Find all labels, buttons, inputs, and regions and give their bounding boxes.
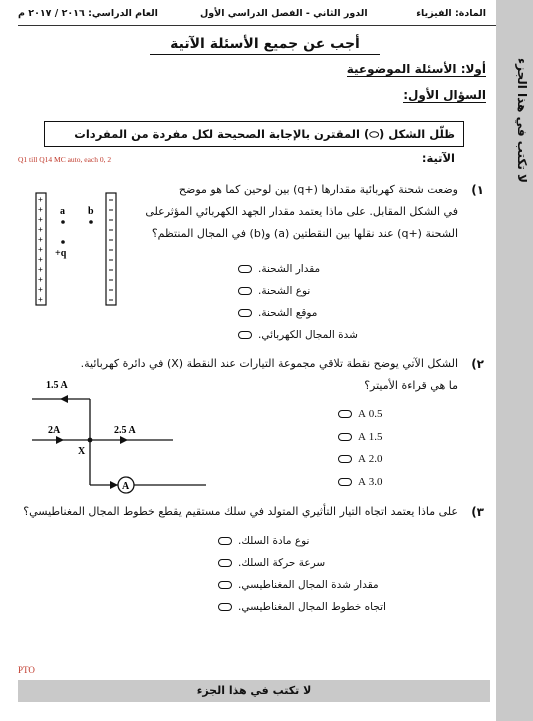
ammeter-label: A: [122, 481, 130, 492]
svg-text:+: +: [38, 235, 43, 244]
arrow-top: [60, 395, 68, 403]
svg-text:+: +: [38, 285, 43, 294]
answer-oval[interactable]: [338, 433, 352, 441]
answer-oval[interactable]: [218, 603, 232, 611]
current-right-label: 2.5 A: [114, 425, 136, 436]
option-text: سرعة حركة السلك.: [238, 557, 326, 569]
q1-line2: في الشكل المقابل. على ماذا يعتمد مقدار الجهد الكهربائي المؤثرعلى: [145, 205, 458, 218]
q2-option-4[interactable]: [338, 471, 458, 494]
point-a-dot: [61, 220, 65, 224]
year-label: العام الدراسي: ٢٠١٦ / ٢٠١٧ م: [18, 8, 158, 19]
q1-text: [138, 179, 458, 245]
answer-oval[interactable]: [238, 309, 252, 317]
q2-number: ٢): [471, 357, 484, 371]
q1-option-4[interactable]: [238, 324, 458, 346]
q3-options: [218, 530, 458, 618]
svg-text:+: +: [38, 295, 43, 304]
point-b-dot: [89, 220, 93, 224]
answer-oval[interactable]: [218, 559, 232, 567]
svg-text:+: +: [38, 215, 43, 224]
subject-label: المادة: الفيزياء: [416, 8, 486, 19]
answer-oval[interactable]: [218, 537, 232, 545]
grader-note: Q1 till Q14 MC auto, each 0, 2: [18, 155, 112, 164]
q2-options: [338, 403, 458, 493]
q1-option-1[interactable]: [238, 258, 458, 280]
q1-number: ١): [471, 183, 484, 197]
q2-line1: الشكل الآتي يوضح نقطة تلاقي مجموعة التيارات عند النقطة (X) في دائرة كهربائية.: [80, 357, 458, 370]
option-text: موقع الشحنة.: [258, 307, 318, 319]
answer-oval[interactable]: [338, 410, 352, 418]
charge-label: +q: [55, 248, 67, 259]
q2-option-1[interactable]: [338, 403, 458, 426]
option-text: 1.5 A: [358, 430, 383, 443]
plus-signs: [38, 195, 43, 304]
option-text: نوع الشحنة.: [258, 285, 311, 297]
q2-circuit-figure: [28, 375, 208, 497]
footer-bar: لا تكتب في هذا الجزء: [18, 680, 490, 702]
session-label: الدور الثاني - الفصل الدراسي الأول: [200, 8, 368, 19]
side-note: لا تكتب في هذا الجزء: [515, 57, 529, 183]
q3-option-2[interactable]: [218, 552, 458, 574]
option-text: 2.0 A: [358, 453, 383, 466]
svg-text:+: +: [38, 195, 43, 204]
option-text: نوع مادة السلك.: [238, 535, 310, 547]
q1-plates-figure: [30, 190, 130, 308]
q3-option-3[interactable]: [218, 574, 458, 596]
q1-option-2[interactable]: [238, 280, 458, 302]
arrow-left: [56, 436, 64, 444]
point-a-label: a: [60, 206, 65, 217]
svg-text:+: +: [38, 245, 43, 254]
current-top-label: 1.5 A: [46, 380, 68, 391]
option-text: شدة المجال الكهربائي.: [258, 329, 358, 341]
q1-line3: الشحنة (+q) عند نقلها بين النقطتين (a) و(b) في المجال المنتظم؟: [151, 227, 458, 240]
q3-text: [18, 501, 458, 523]
q1-line1: وضعت شحنة كهربائية مقدارها (+q) بين لوحين كما هو موضح: [178, 183, 458, 196]
q1-options: [238, 258, 458, 346]
junction-label: X: [78, 446, 86, 457]
q2-option-2[interactable]: [338, 426, 458, 449]
arrow-bottom: [110, 481, 118, 489]
charge-dot: [61, 240, 65, 244]
option-text: 0.5 A: [358, 408, 383, 421]
q2-line2: ما هي قراءة الأميتر؟: [364, 379, 458, 392]
question-heading: السؤال الأول:: [403, 88, 486, 102]
point-b-label: b: [88, 206, 94, 217]
q3-line1: على ماذا يعتمد اتجاه التيار التأثيري المتولد في سلك مستقيم يقطع خطوط المجال المغناطيسي؟: [23, 505, 458, 518]
svg-text:+: +: [38, 205, 43, 214]
option-text: مقدار شدة المجال المغناطيسي.: [238, 579, 379, 591]
page-title: أجب عن جميع الأسئلة الآتية: [150, 36, 380, 55]
q2-option-3[interactable]: [338, 448, 458, 471]
minus-signs: [109, 200, 113, 300]
section-heading: أولا: الأسئلة الموضوعية: [346, 62, 486, 76]
pto-label: PTO: [18, 665, 35, 675]
instruction-box: ظلّل الشكل (⬭) المقترن بالإجابة الصحيحة لكل مفردة من المفردات الآتية:: [44, 121, 464, 147]
answer-oval[interactable]: [338, 478, 352, 486]
option-text: مقدار الشحنة.: [258, 263, 321, 275]
header-divider: [18, 25, 496, 26]
svg-text:+: +: [38, 225, 43, 234]
q3-option-4[interactable]: [218, 596, 458, 618]
svg-text:+: +: [38, 275, 43, 284]
answer-oval[interactable]: [338, 455, 352, 463]
svg-text:+: +: [38, 255, 43, 264]
q3-option-1[interactable]: [218, 530, 458, 552]
option-text: 3.0 A: [358, 475, 383, 488]
q3-number: ٣): [471, 505, 484, 519]
answer-oval[interactable]: [238, 331, 252, 339]
option-text: اتجاه خطوط المجال المغناطيسي.: [238, 601, 386, 613]
q1-option-3[interactable]: [238, 302, 458, 324]
answer-oval[interactable]: [238, 287, 252, 295]
svg-text:+: +: [38, 265, 43, 274]
side-strip: [496, 0, 533, 721]
answer-oval[interactable]: [238, 265, 252, 273]
answer-oval[interactable]: [218, 581, 232, 589]
current-left-label: 2A: [48, 425, 61, 436]
arrow-right: [120, 436, 128, 444]
